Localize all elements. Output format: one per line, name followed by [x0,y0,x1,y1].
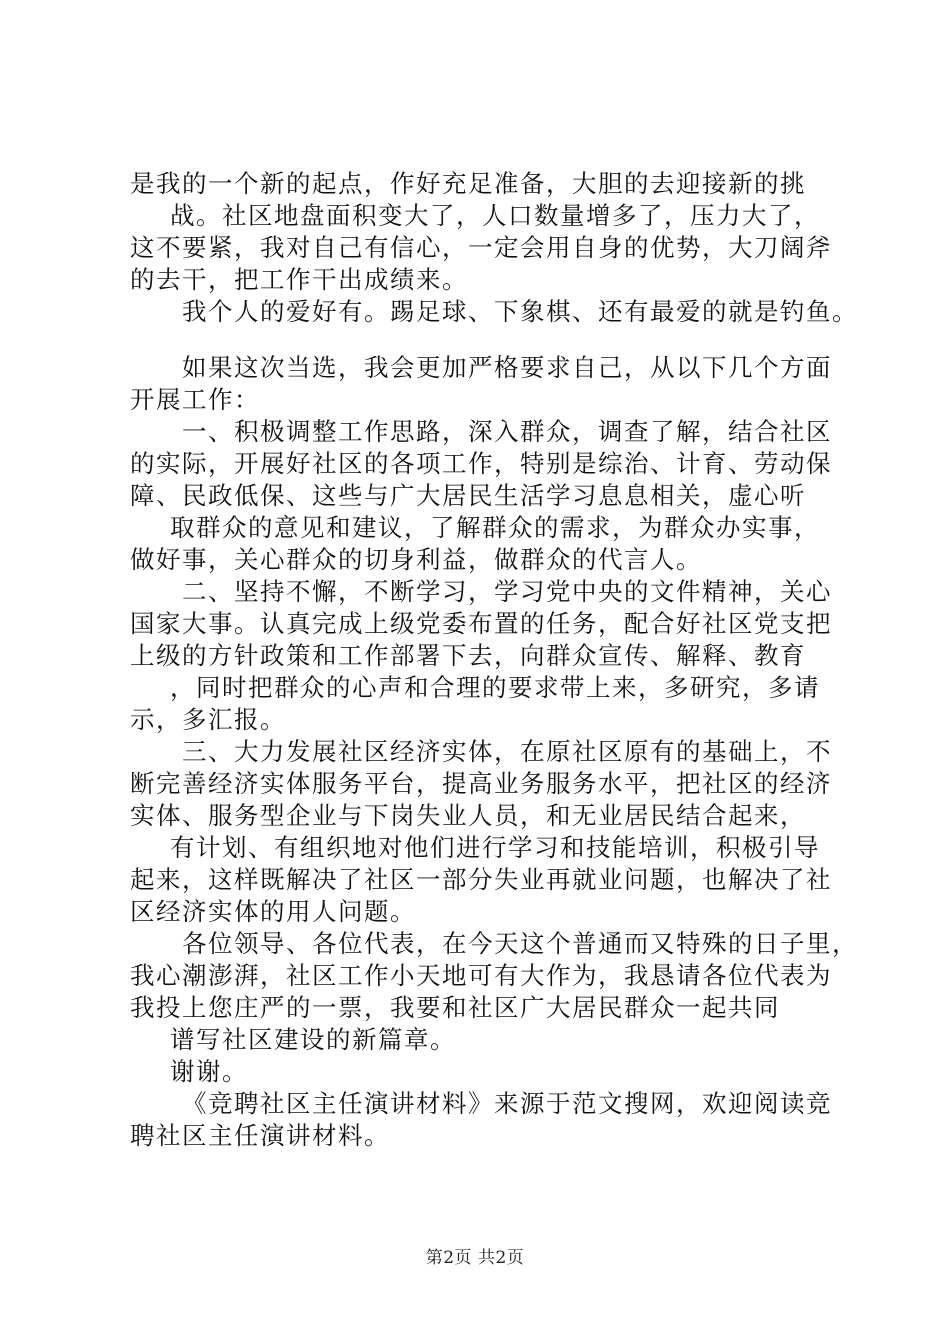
text-line: 有计划、有组织地对他们进行学习和技能培训，积极引导 [170,833,820,862]
text-line: 《竞聘社区主任演讲材料》来源于范文搜网，欢迎阅读竞 [182,1089,832,1118]
text-line: 开展工作： [130,385,260,414]
page-footer: 第2页 共2页 [425,1248,525,1268]
text-line: 谢谢。 [170,1057,248,1086]
text-line: 一、积极调整工作思路，深入群众，调查了解，结合社区 [182,417,832,446]
text-line: 各位领导、各位代表，在今天这个普通而又特殊的日子里， [182,929,858,958]
text-line: 谱写社区建设的新篇章。 [170,1025,456,1054]
text-line: 断完善经济实体服务平台，提高业务服务水平，把社区的经济 [130,769,832,798]
text-line: 区经济实体的用人问题。 [130,897,416,926]
text-line: 二、坚持不懈，不断学习，学习党中央的文件精神，关心 [182,577,832,606]
text-line: 这不要紧，我对自己有信心，一定会用自身的优势，大刀阔斧 [130,233,832,262]
text-line: 战。社区地盘面积变大了，人口数量增多了，压力大了， [170,201,820,230]
text-line: 障、民政低保、这些与广大居民生活学习息息相关，虚心听 [130,481,806,510]
text-line: 起来，这样既解决了社区一部分失业再就业问题，也解决了社 [130,865,832,894]
text-line: 示，多汇报。 [130,705,286,734]
text-line: 三、大力发展社区经济实体，在原社区原有的基础上，不 [182,737,832,766]
text-line: 我个人的爱好有。踢足球、下象棋、还有最爱的就是钓鱼。 [182,297,858,326]
text-line: 我投上您庄严的一票，我要和社区广大居民群众一起共同 [130,993,780,1022]
text-line: 上级的方针政策和工作部署下去，向群众宣传、解释、教育 [130,641,806,670]
text-line: 实体、服务型企业与下岗失业人员，和无业居民结合起来， [130,801,806,830]
text-line: 我心潮澎湃，社区工作小天地可有大作为，我恳请各位代表为 [130,961,832,990]
text-line: 国家大事。认真完成上级党委布置的任务，配合好社区党支把 [130,609,832,638]
paragraph-gap [130,328,850,352]
text-line: 的实际，开展好社区的各项工作，特别是综治、计育、劳动保 [130,449,832,478]
text-line: 如果这次当选，我会更加严格要求自己，从以下几个方面 [182,353,832,382]
text-line: ，同时把群众的心声和合理的要求带上来，多研究，多请 [170,673,820,702]
text-line: 聘社区主任演讲材料。 [130,1121,390,1150]
text-line: 是我的一个新的起点，作好充足准备，大胆的去迎接新的挑 [130,169,806,198]
document-body [130,168,858,1152]
text-line: 的去干，把工作干出成绩来。 [130,265,468,294]
text-line: 取群众的意见和建议，了解群众的需求，为群众办实事， [170,513,820,542]
text-line: 做好事，关心群众的切身利益，做群众的代言人。 [130,545,702,574]
